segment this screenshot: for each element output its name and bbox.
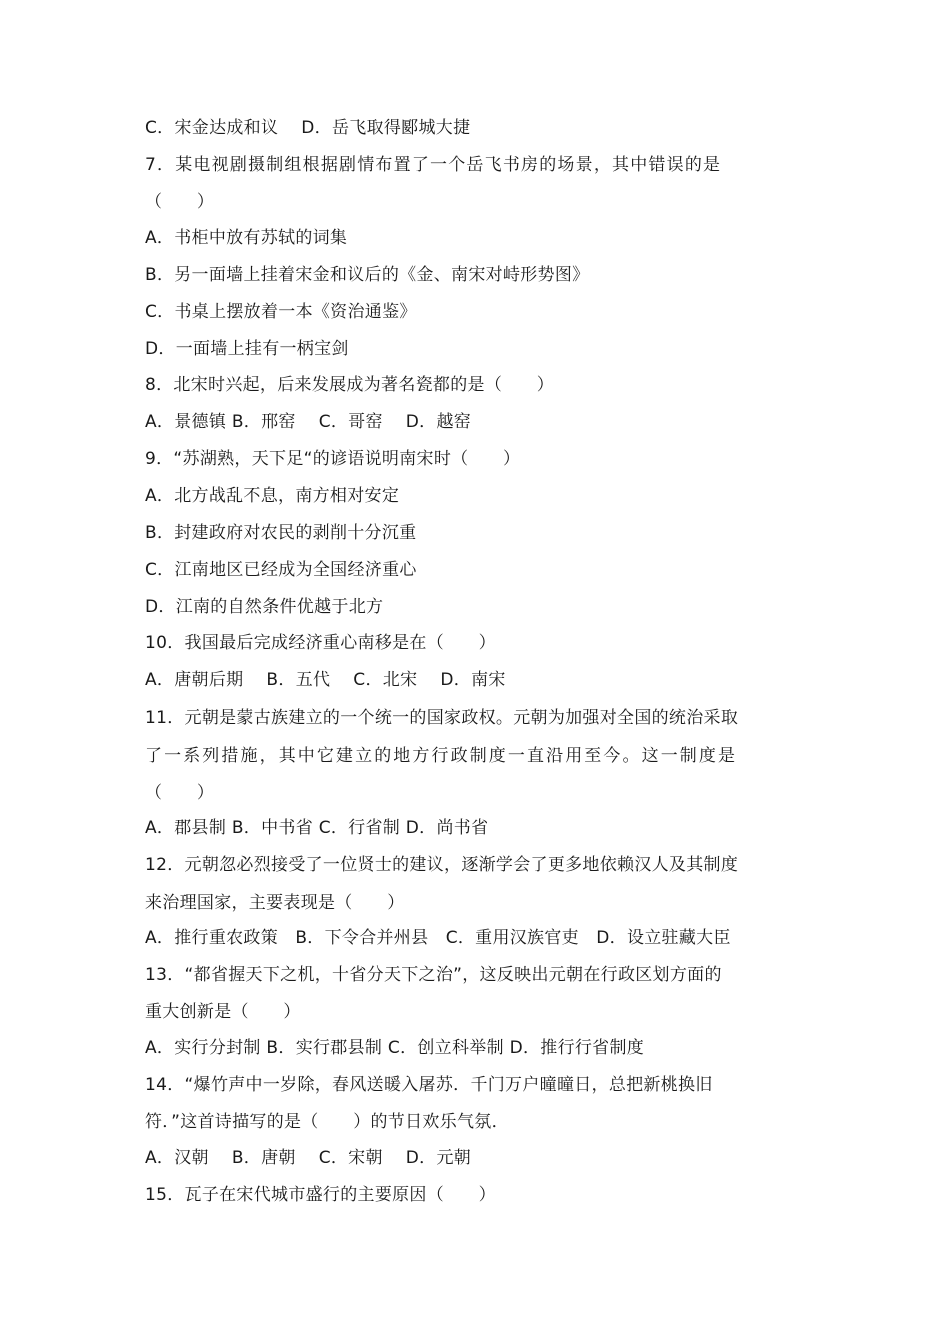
question-7-option-b: B．另一面墙上挂着宋金和议后的《金、南宋对峙形势图》 [145,265,590,285]
question-7-answer-blank: （ ） [145,192,215,212]
question-6-options-cd: C．宋金达成和议 D．岳飞取得郾城大捷 [145,118,471,138]
question-11-options: A．郡县制 B．中书省 C．行省制 D．尚书省 [145,818,489,838]
question-9-option-c: C．江南地区已经成为全国经济重心 [145,560,417,580]
question-14-stem-line-1: 14．“爆竹声中一岁除，春风送暖入屠苏．千门万户曈曈日，总把新桃换旧 [145,1075,713,1095]
question-8-stem: 8．北宋时兴起，后来发展成为著名瓷都的是（ ） [145,375,555,395]
question-12-stem-line-2: 来治理国家，主要表现是（ ） [145,893,405,913]
question-13-options: A．实行分封制 B．实行郡县制 C．创立科举制 D．推行行省制度 [145,1038,645,1058]
question-7-option-a: A．书柜中放有苏轼的词集 [145,228,348,248]
question-14-options: A．汉朝 B．唐朝 C．宋朝 D．元朝 [145,1148,472,1168]
question-11-answer-blank: （ ） [145,783,215,803]
question-9-option-b: B．封建政府对农民的剥削十分沉重 [145,523,417,543]
question-7-option-d: D．一面墙上挂有一柄宝剑 [145,339,349,359]
question-9-stem: 9．“苏湖熟，天下足“的谚语说明南宋时（ ） [145,449,521,469]
question-8-options: A．景德镇 B．邢窑 C．哥窑 D．越窑 [145,412,472,432]
question-9-option-a: A．北方战乱不息，南方相对安定 [145,486,400,506]
question-12-stem-line-1: 12．元朝忽必烈接受了一位贤士的建议，逐渐学会了更多地依赖汉人及其制度 [145,855,739,875]
question-11-stem-line-2: 了一系列措施，其中它建立的地方行政制度一直沿用至今。这一制度是 [145,746,738,766]
question-13-stem-line-2: 重大创新是（ ） [145,1002,301,1022]
question-15-stem: 15．瓦子在宋代城市盛行的主要原因（ ） [145,1185,496,1205]
question-12-options: A．推行重农政策 B．下令合并州县 C．重用汉族官吏 D．设立驻藏大臣 [145,928,731,948]
question-11-stem-line-1: 11．元朝是蒙古族建立的一个统一的国家政权。元朝为加强对全国的统治采取 [145,708,739,728]
question-9-option-d: D．江南的自然条件优越于北方 [145,597,384,617]
question-7-stem: 7．某电视剧摄制组根据剧情布置了一个岳飞书房的场景，其中错误的是 [145,155,722,175]
question-14-stem-line-2: 符．”这首诗描写的是（ ）的节日欢乐气氛． [145,1112,509,1132]
question-10-stem: 10．我国最后完成经济重心南移是在（ ） [145,633,496,653]
question-13-stem-line-1: 13．“都省握天下之机，十省分天下之治”，这反映出元朝在行政区划方面的 [145,965,722,985]
question-7-option-c: C．书桌上摆放着一本《资治通鉴》 [145,302,417,322]
question-10-options: A．唐朝后期 B．五代 C．北宋 D．南宋 [145,670,506,690]
